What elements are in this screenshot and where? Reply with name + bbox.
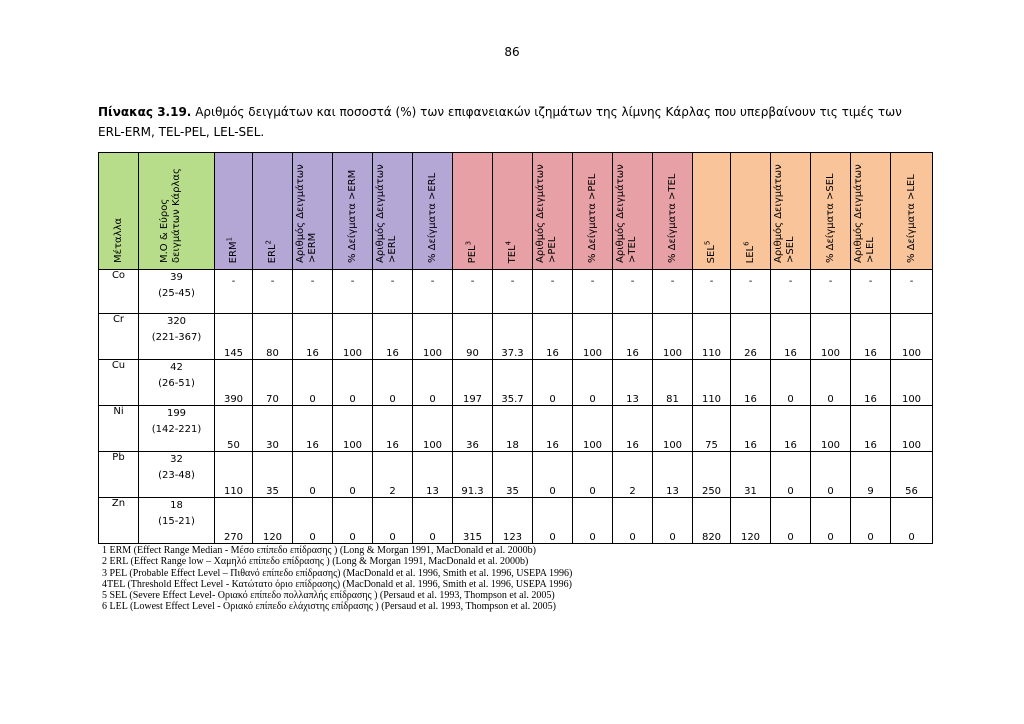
column-header [613, 153, 653, 270]
value-cell: - [573, 270, 613, 314]
column-header-label: % Δείγματα >ERL [426, 172, 438, 263]
column-header-label: Μέταλλα [112, 217, 124, 263]
value-cell: - [215, 270, 253, 314]
value-cell: 100 [573, 314, 613, 360]
value-cell: 100 [811, 406, 851, 452]
table-row [99, 270, 933, 314]
contamination-table [98, 152, 933, 544]
value-cell: 13 [613, 360, 653, 406]
value-cell: 0 [293, 360, 333, 406]
value-cell: 250 [693, 452, 731, 498]
value-cell: 16 [771, 314, 811, 360]
value-cell: 110 [215, 452, 253, 498]
value-cell: 120 [253, 498, 293, 544]
value-cell: 100 [413, 314, 453, 360]
value-cell: 16 [771, 406, 811, 452]
mean-value: 39 [170, 272, 183, 283]
mean-value: 199 [166, 408, 187, 419]
range-value: (25-45) [158, 288, 195, 299]
value-cell: 100 [891, 360, 933, 406]
column-header [693, 153, 731, 270]
value-cell: 0 [533, 498, 573, 544]
value-cell: 16 [293, 406, 333, 452]
column-header [493, 153, 533, 270]
value-cell: 16 [851, 360, 891, 406]
value-cell: - [533, 270, 573, 314]
mean-range-cell [139, 360, 215, 406]
column-header [139, 153, 215, 270]
metal-cell: Pb [99, 452, 139, 498]
column-header-label: % Δείγματα >LEL [905, 174, 917, 263]
metal-cell: Cu [99, 360, 139, 406]
value-cell: 16 [373, 406, 413, 452]
value-cell: - [771, 270, 811, 314]
mean-range-cell [139, 270, 215, 314]
footnote: 4TEL (Threshold Effect Level - Κατώτατο όριο επίδρασης) (MacDonald et al. 1996, Smith et al. 1996, USEPA 1996) [102, 578, 572, 590]
mean-value: 32 [170, 454, 183, 465]
value-cell: 0 [373, 498, 413, 544]
value-cell: 390 [215, 360, 253, 406]
footnote: 6 LEL (Lowest Effect Level - Οριακό επίπεδο ελάχιστης επίδρασης ) (Persaud et al. 1993, Thompson et al. 2005) [102, 601, 557, 613]
value-cell: 0 [891, 498, 933, 544]
value-cell: 0 [811, 360, 851, 406]
column-header [573, 153, 613, 270]
range-value: (142-221) [151, 424, 202, 435]
value-cell: 100 [653, 314, 693, 360]
value-cell: - [653, 270, 693, 314]
mean-range-cell [139, 498, 215, 544]
value-cell: 9 [851, 452, 891, 498]
value-cell: 100 [891, 406, 933, 452]
value-cell: 0 [771, 498, 811, 544]
value-cell: 145 [215, 314, 253, 360]
column-header [99, 153, 139, 270]
footnote-marker: 2 [264, 239, 273, 245]
column-header-label: Αριθμός Δειγμάτων >SEL [772, 164, 796, 263]
footnote: 2 ERL (Effect Range low – Χαμηλό επίπεδο επίδρασης ) (Long & Morgan 1991, MacDonald et al. 2000b) [102, 556, 529, 568]
table-row [99, 360, 933, 406]
value-cell: 100 [811, 314, 851, 360]
value-cell: 120 [731, 498, 771, 544]
value-cell: 30 [253, 406, 293, 452]
value-cell: - [293, 270, 333, 314]
footnote-marker: 4 [504, 240, 513, 245]
column-header-label: LEL [744, 245, 756, 263]
value-cell: 0 [851, 498, 891, 544]
value-cell: 70 [253, 360, 293, 406]
value-cell: 16 [731, 406, 771, 452]
value-cell: 0 [811, 452, 851, 498]
page-number: 86 [504, 45, 520, 59]
value-cell: 0 [771, 360, 811, 406]
column-header-label: PEL [466, 245, 478, 263]
value-cell: - [731, 270, 771, 314]
value-cell: - [891, 270, 933, 314]
value-cell: 0 [373, 360, 413, 406]
value-cell: 0 [573, 452, 613, 498]
value-cell: - [693, 270, 731, 314]
value-cell: 123 [493, 498, 533, 544]
value-cell: 100 [333, 406, 373, 452]
metal-cell: Ni [99, 406, 139, 452]
column-header-label: % Δείγματα >PEL [586, 173, 598, 263]
column-header [215, 153, 253, 270]
table-caption [98, 102, 928, 142]
footnote: 1 ERM (Effect Range Median - Μέσο επίπεδο επίδρασης ) (Long & Morgan 1991, MacDonald et al. 2000b) [102, 545, 537, 556]
column-header-label: % Δείγματα >TEL [666, 173, 678, 263]
value-cell: 0 [333, 360, 373, 406]
value-cell: 0 [333, 452, 373, 498]
value-cell: 16 [851, 314, 891, 360]
value-cell: 13 [413, 452, 453, 498]
value-cell: 100 [573, 406, 613, 452]
value-cell: - [253, 270, 293, 314]
metal-cell: Cr [99, 314, 139, 360]
value-cell: 36 [453, 406, 493, 452]
column-header-label: Αριθμός Δειγμάτων >ERM [294, 164, 318, 263]
value-cell: 100 [653, 406, 693, 452]
value-cell: 37.3 [493, 314, 533, 360]
column-header [333, 153, 373, 270]
table-row [99, 314, 933, 360]
column-header-label: % Δείγματα >SEL [824, 173, 836, 263]
column-header [653, 153, 693, 270]
value-cell: 26 [731, 314, 771, 360]
footnote: 3 PEL (Probable Effect Level – Πιθανό επίπεδο επίδρασης) (MacDonald et al. 1996, Smith et al. 1996, USEPA 1996) [102, 567, 573, 579]
column-header-label: Αριθμός Δειγμάτων >LEL [852, 164, 876, 263]
table-row [99, 452, 933, 498]
footnote-marker: 1 [225, 236, 234, 242]
value-cell: 80 [253, 314, 293, 360]
footnotes [102, 545, 572, 613]
value-cell: - [613, 270, 653, 314]
column-header-label: Αριθμός Δειγμάτων >TEL [614, 164, 638, 263]
value-cell: 100 [333, 314, 373, 360]
column-header [851, 153, 891, 270]
value-cell: 0 [333, 498, 373, 544]
value-cell: - [811, 270, 851, 314]
column-header-label: TEL [506, 245, 518, 263]
column-header-label: % Δείγματα >ERM [346, 169, 358, 263]
value-cell: - [373, 270, 413, 314]
column-header [811, 153, 851, 270]
value-cell: 2 [613, 452, 653, 498]
column-header-label: ERM [227, 241, 239, 263]
footnote-marker: 6 [742, 241, 751, 246]
header-row [99, 153, 933, 270]
column-header [891, 153, 933, 270]
value-cell: 0 [293, 452, 333, 498]
table-row [99, 498, 933, 544]
column-header-label: SEL [705, 244, 717, 263]
value-cell: 56 [891, 452, 933, 498]
metal-cell: Zn [99, 498, 139, 544]
column-header [533, 153, 573, 270]
value-cell: 90 [453, 314, 493, 360]
value-cell: 16 [731, 360, 771, 406]
column-header [253, 153, 293, 270]
mean-value: 18 [170, 500, 183, 511]
table-row [99, 406, 933, 452]
mean-range-cell [139, 314, 215, 360]
value-cell: 16 [613, 406, 653, 452]
value-cell: 2 [373, 452, 413, 498]
range-value: (23-48) [158, 470, 195, 481]
value-cell: 50 [215, 406, 253, 452]
value-cell: 0 [573, 360, 613, 406]
value-cell: 0 [653, 498, 693, 544]
footnote-marker: 5 [703, 240, 712, 245]
value-cell: 0 [533, 360, 573, 406]
footnote-marker: 3 [464, 240, 473, 246]
value-cell: 197 [453, 360, 493, 406]
value-cell: 35.7 [493, 360, 533, 406]
value-cell: 0 [413, 498, 453, 544]
value-cell: 110 [693, 314, 731, 360]
value-cell: 16 [293, 314, 333, 360]
column-header [731, 153, 771, 270]
value-cell: 100 [413, 406, 453, 452]
column-header-label: ERL [266, 244, 278, 263]
value-cell: 75 [693, 406, 731, 452]
value-cell: 820 [693, 498, 731, 544]
column-header [453, 153, 493, 270]
value-cell: 91.3 [453, 452, 493, 498]
mean-range-cell [139, 406, 215, 452]
value-cell: 35 [493, 452, 533, 498]
value-cell: 13 [653, 452, 693, 498]
value-cell: 110 [693, 360, 731, 406]
value-cell: 35 [253, 452, 293, 498]
column-header [771, 153, 811, 270]
range-value: (221-367) [151, 332, 202, 343]
column-header [413, 153, 453, 270]
value-cell: - [453, 270, 493, 314]
column-header [373, 153, 413, 270]
caption-text: Αριθμός δειγμάτων και ποσοστά (%) των επιφανειακών ιζημάτων της λίμνης Κάρλας που υπερβαίνουν τις τιμές των ERL-ERM, TEL-PEL, LEL-SEL. [98, 105, 902, 139]
value-cell: 16 [373, 314, 413, 360]
column-header [293, 153, 333, 270]
value-cell: 16 [851, 406, 891, 452]
value-cell: 18 [493, 406, 533, 452]
value-cell: 0 [771, 452, 811, 498]
mean-range-cell [139, 452, 215, 498]
range-value: (15-21) [158, 516, 195, 527]
value-cell: 31 [731, 452, 771, 498]
value-cell: 0 [293, 498, 333, 544]
value-cell: 0 [573, 498, 613, 544]
value-cell: - [413, 270, 453, 314]
column-header-label: Αριθμός Δειγμάτων >ERL [374, 164, 398, 263]
value-cell: 270 [215, 498, 253, 544]
mean-value: 42 [170, 362, 183, 373]
value-cell: 315 [453, 498, 493, 544]
value-cell: 0 [613, 498, 653, 544]
value-cell: - [333, 270, 373, 314]
metal-cell: Co [99, 270, 139, 314]
value-cell: 81 [653, 360, 693, 406]
mean-value: 320 [166, 316, 187, 327]
value-cell: 16 [533, 406, 573, 452]
value-cell: 0 [413, 360, 453, 406]
value-cell: 16 [533, 314, 573, 360]
value-cell: 0 [533, 452, 573, 498]
column-header-label: Αριθμός Δειγμάτων >PEL [534, 164, 558, 263]
value-cell: 0 [811, 498, 851, 544]
column-header-label: Μ.Ο & Εύρος δειγμάτων Κάρλας [158, 168, 182, 263]
value-cell: 16 [613, 314, 653, 360]
caption-label: Πίνακας 3.19. [98, 105, 192, 119]
value-cell: - [493, 270, 533, 314]
value-cell: - [851, 270, 891, 314]
footnote: 5 SEL (Severe Effect Level- Οριακό επίπεδο πολλαπλής επίδρασης ) (Persaud et al. 1993, Thompson et al. 2005) [102, 590, 555, 602]
value-cell: 100 [891, 314, 933, 360]
range-value: (26-51) [158, 378, 195, 389]
